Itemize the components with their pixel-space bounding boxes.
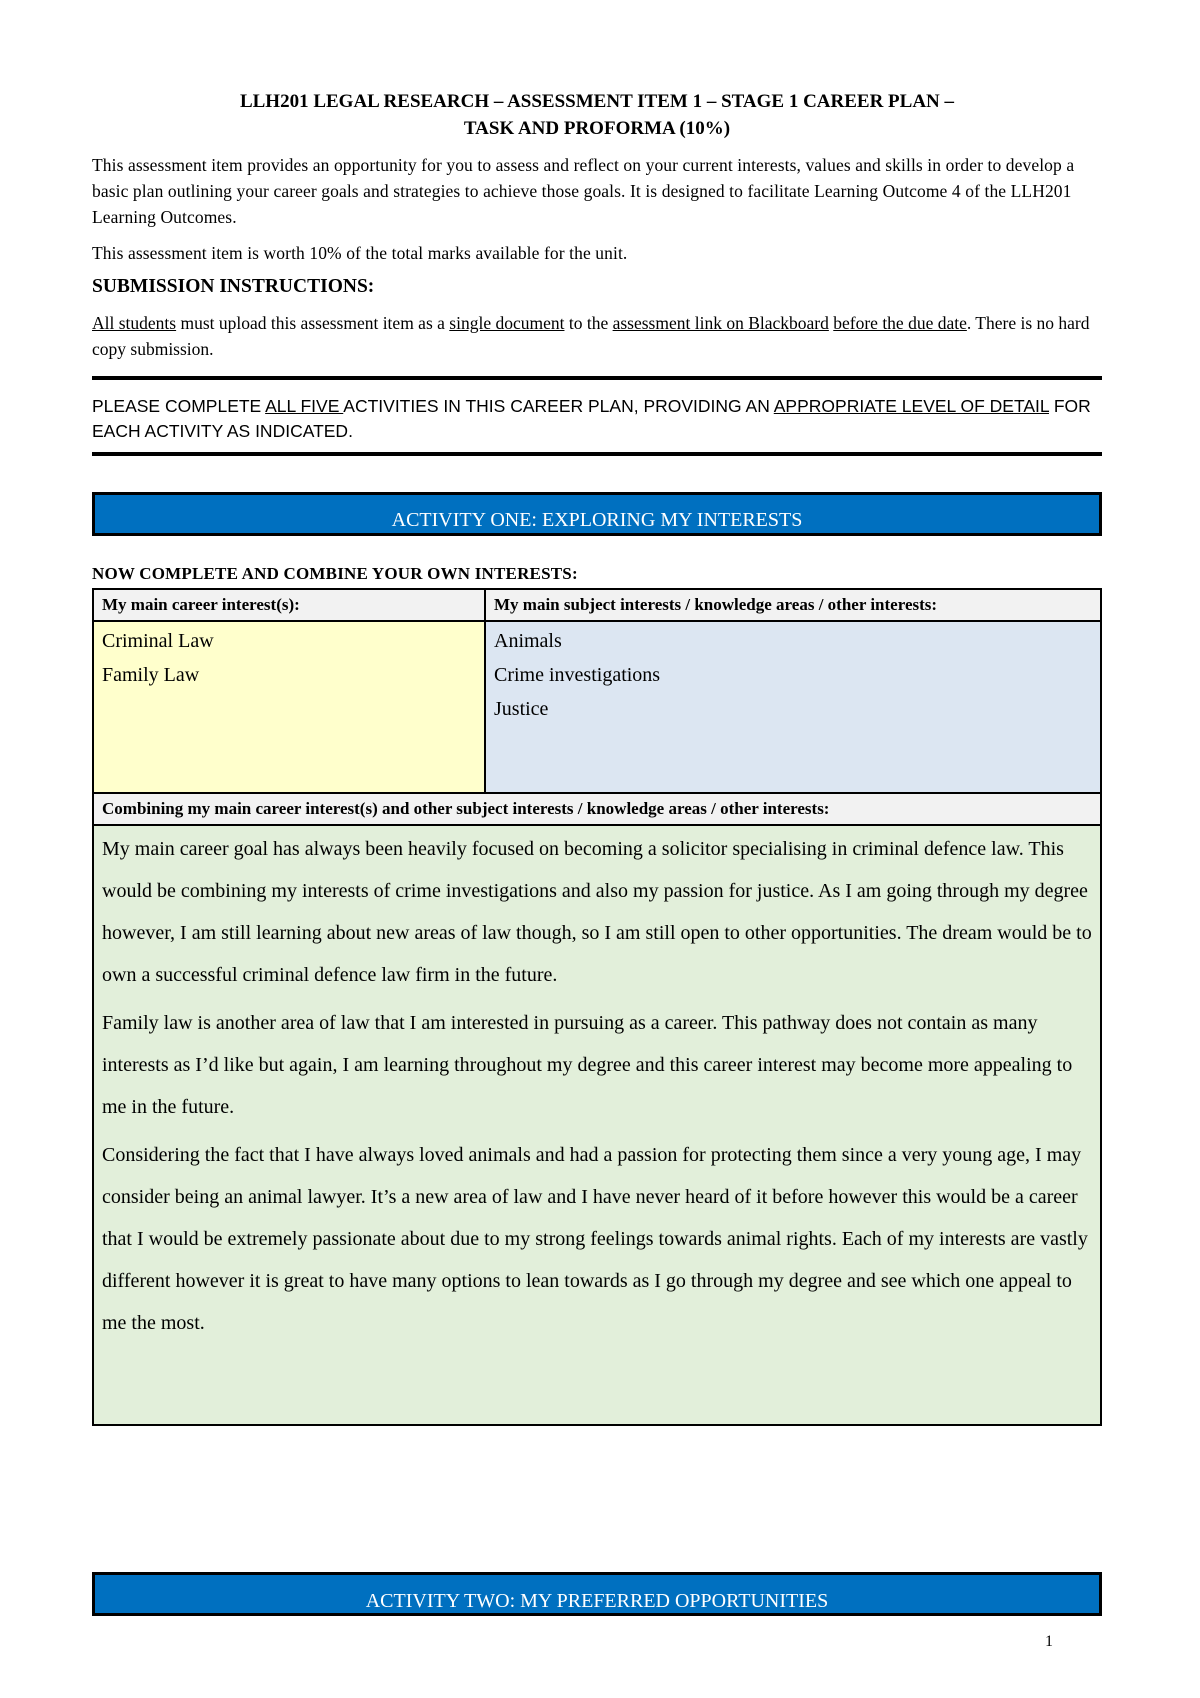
combining-interests-header: Combining my main career interest(s) and other subject interests / knowledge areas / other interests: bbox=[93, 793, 1101, 825]
single-document-text: single document bbox=[449, 313, 565, 333]
combining-interests-cell[interactable] bbox=[93, 825, 1101, 1425]
combining-paragraph: Family law is another area of law that I am interested in pursuing as a career. This pathway does not contain as many interests as I’d like but again, I am learning throughout my degree and this career interest may become more appealing to me in the future. bbox=[102, 1012, 1073, 1118]
completion-notice bbox=[92, 376, 1102, 456]
page-number: 1 bbox=[1045, 1633, 1053, 1650]
career-interest-header: My main career interest(s): bbox=[93, 589, 485, 621]
intro-paragraph-2: This assessment item is worth 10% of the total marks available for the unit. bbox=[92, 243, 628, 263]
submission-text-2: to the bbox=[564, 313, 613, 333]
career-item: Criminal Law bbox=[102, 630, 214, 652]
page-title bbox=[92, 88, 1102, 142]
combining-paragraph: My main career goal has always been heavily focused on becoming a solicitor specialising in criminal defence law. This would be combining my interests of crime investigations and also my passion for justice. As I am going through my degree however, I am still learning about new areas of law though, so I am still open to other opportunities. The dream would be to own a successful criminal defence law firm in the future. bbox=[102, 838, 1092, 986]
notice-text-1: PLEASE COMPLETE bbox=[92, 396, 266, 416]
assessment-link-text: assessment link on Blackboard bbox=[612, 313, 829, 333]
intro-section bbox=[92, 152, 1102, 266]
notice-text-3: FOR EACH ACTIVITY AS INDICATED. bbox=[92, 396, 1091, 441]
document-page bbox=[92, 0, 1102, 1612]
submission-text-1: must upload this assessment item as a bbox=[176, 313, 450, 333]
notice-text-2: ACTIVITIES IN THIS CAREER PLAN, PROVIDING AN bbox=[343, 396, 774, 416]
all-students-text: All students bbox=[92, 313, 177, 333]
subject-item: Crime investigations bbox=[494, 664, 661, 686]
submission-heading: SUBMISSION INSTRUCTIONS: bbox=[92, 276, 375, 297]
submission-text-4: . There is no hard copy submission. bbox=[92, 313, 1090, 359]
intro-paragraph-1: This assessment item provides an opportunity for you to assess and reflect on your current interests, values and skills in order to develop a basic plan outlining your career goals and strategies to achieve those goals. It is designed to facilitate Learning Outcome 4 of the LLH201 Learning Outcomes. bbox=[92, 155, 1075, 227]
career-interest-cell[interactable] bbox=[93, 621, 485, 793]
before-due-date-text: before the due date bbox=[833, 313, 967, 333]
activity-one-instruction: NOW COMPLETE AND COMBINE YOUR OWN INTERESTS: bbox=[92, 564, 578, 583]
subject-item: Animals bbox=[494, 630, 562, 652]
notice-all-five: ALL FIVE bbox=[265, 396, 344, 416]
notice-appropriate-detail: APPROPRIATE LEVEL OF DETAIL bbox=[773, 396, 1049, 416]
subject-interest-header: My main subject interests / knowledge areas / other interests: bbox=[485, 589, 1101, 621]
title-line-1: LLH201 LEGAL RESEARCH – ASSESSMENT ITEM 1 – STAGE 1 CAREER PLAN – bbox=[239, 91, 955, 112]
subject-interest-cell[interactable] bbox=[485, 621, 1101, 793]
activity-two-banner: ACTIVITY TWO: MY PREFERRED OPPORTUNITIES bbox=[92, 1572, 1102, 1616]
career-item: Family Law bbox=[102, 664, 200, 686]
interests-table bbox=[92, 588, 1102, 1426]
title-line-2: TASK AND PROFORMA (10%) bbox=[463, 118, 731, 139]
activity-one-banner: ACTIVITY ONE: EXPLORING MY INTERESTS bbox=[92, 492, 1102, 536]
subject-item: Justice bbox=[494, 698, 549, 720]
submission-text bbox=[92, 310, 1102, 362]
combining-paragraph: Considering the fact that I have always loved animals and had a passion for protecting them since a very young age, I may consider being an animal lawyer. It’s a new area of law and I have never heard of it before however this would be a career that I would be extremely passionate about due to my strong feelings towards animal rights. Each of my interests are vastly different however it is great to have many options to lean towards as I go through my degree and see which one appeal to me the most. bbox=[102, 1144, 1088, 1334]
